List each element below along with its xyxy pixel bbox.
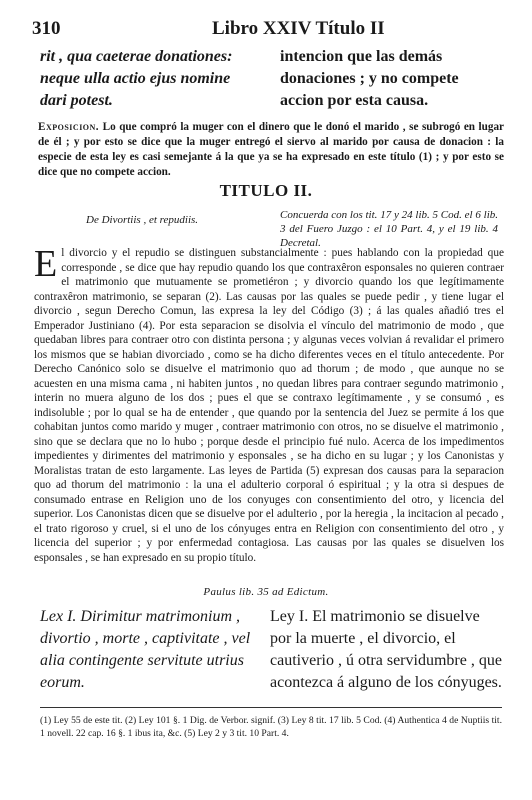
footnotes: (1) Ley 55 de este tit. (2) Ley 101 §. 1 Dig. de Verbor. signif. (3) Ley 8 tit. 17 lib. 5 Cod. (4) Authentica 4 de Nuptiis tit. 1 novell. 22 cap. 16 §. 1 ibus ita, &c. (5) Ley 2 y 3 tit. 10 Part. 4. [40,715,502,739]
body-text: l divorcio y el repudio se distinguen substancialmente : pues hablando con la propiedad que corresponde , se dice que hay repudio quando los que contraxêron esponsales no quieren contraer el matrimonio que mutuamente se prometiéron ; y divorcio quando los que legítimamente contraxêron matrimonio, se separan (2). Las causas por las quales se puede pedir , y tiene lugar el divorcio , segun Derecho Comun, las expresa la ley del Código (3) ; á las quales añadió tres el Emperador Justiniano (4). Por esta separacion se disolvia el vínculo del matrimonio de modo , que quedaban libres para contraer otro con distinta persona ; y algunas veces volvian á revalidar el primero los mismos que se habian divorciado , como se ha dicho diferentes veces en el título antecedente. Por Derecho Canónico solo se disuelve el matrimonio quo ad thorum ; de modo , que aunque no se acuesten en una misma cama , ni habiten juntos , no quedan libres para contraer segundo matrimonio , interin no muera alguno de los dos ; pues el que se contraxo legítimamente , y se consumó , es indisoluble ; por lo qual se ha de entender , que quando por la sentencia del Juez se permite á los que cohabitan juntos como marido y muger , contraer matrimonio con otros, no se disuelve el matrimonio , sino que se declara que no lo hubo ; porque desde el principio fué nulo. Acerca de los impedimentos impedientes y dirimentes del matrimonio y esponsales , se ha dicho en su lugar ; y los Canonistas y Moralistas tratan de esto largamente. Las leyes de Partida (5) expresan dos causas para la separacion quo ad thorum del matrimonio : la una el adulterio corporal ó espiritual ; y la otra si despues de consumado entrase en Religion uno de los conyuges con consentimiento del otro, y licencia del superior. Los Canonistas dicen que se disuelve por el adulterio , por la heregia , la incitacion al pecado , el trato rigoroso y cruel, si el uno de los cónyuges entra en Religion con consentimiento del otro , y licencia del superior ; y por enfermedad contagiosa. Las causas por las quales se disuelven los esponsales , se han expresado en su propio título. [34,247,504,564]
latin-continuation: rit , qua caeterae donationes: neque ulla actio ejus nomine dari potest. [40,48,233,109]
drop-cap: E [34,243,58,285]
attribution: Paulus lib. 35 ad Edictum. [203,586,329,598]
law-columns [40,606,502,694]
exposition-paragraph [38,120,504,180]
top-columns [40,46,502,112]
running-head [32,18,504,42]
exposition-text: Lo que compró la muger con el dinero que le donó el marido , se subrogó en lugar de él ; y por esto se dice que la muger entregó el siervo al marido por causa de donacion : la especie de esta ley es casi semejante á la que ya se ha expresado en este título (1) ; y por esto se dice que no compete accion. [38,121,505,178]
concordance-note: Concuerda con los tit. 17 y 24 lib. 5 Cod. el 6 lib. 3 del Fuero Juzgo : el 10 Part. 4, y el 19 lib. 4 Decretal. [280,209,498,249]
spanish-law-text: Ley I. El matrimonio se disuelve por la muerte , el divorcio, el cautiverio , ú otra servidumbre , que acontezca á alguno de los cónyuges. [270,608,502,691]
title-subject: De Divortiis , et repudiis. [86,214,199,226]
spanish-continuation: intencion que las demás donaciones ; y no compete accion por esta causa. [280,48,459,109]
footnote-divider [40,707,502,708]
title-heading: TITULO II. [219,181,313,200]
exposition-label: Exposicion. [38,121,100,133]
page-number: 310 [32,18,61,39]
latin-law-text: Lex I. Dirimitur matrimonium , divortio , morte , captivitate , vel alia contingente servitute utrius eorum. [40,608,251,691]
running-title: Libro XXIV Título II [212,18,385,39]
body-paragraph [34,243,504,565]
